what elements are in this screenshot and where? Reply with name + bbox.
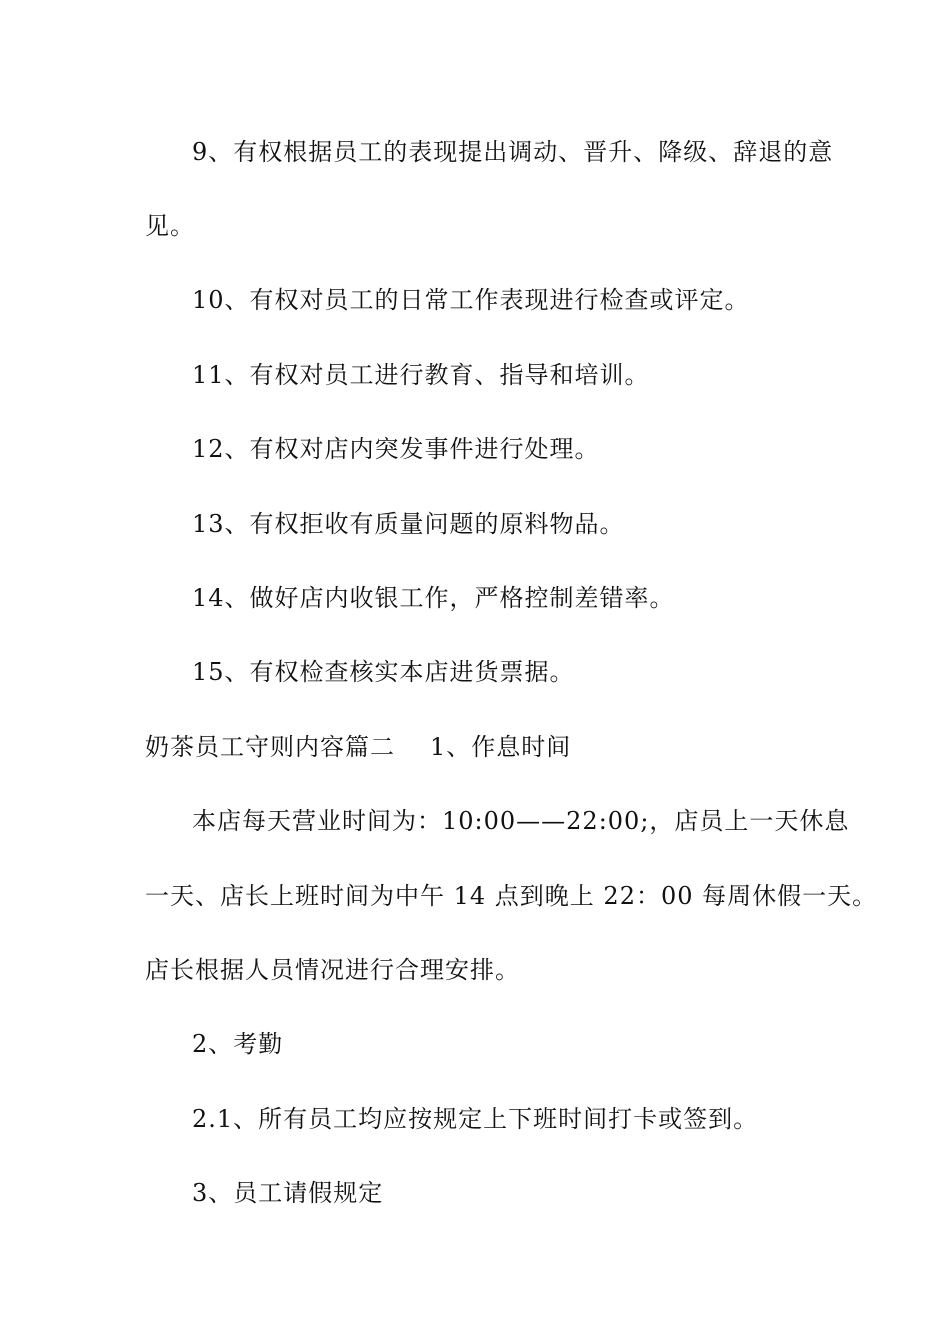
section-heading-1: 1、作息时间: [430, 733, 572, 761]
paragraph-item-10: 10、有权对员工的日常工作表现进行检查或评定。: [192, 286, 750, 314]
paragraph-item-13: 13、有权拒收有质量问题的原料物品。: [192, 510, 625, 538]
section-heading-3: 3、员工请假规定: [192, 1179, 384, 1207]
paragraph-hours-line2: 一天、店长上班时间为中午 14 点到晚上 22：00 每周休假一天。: [145, 882, 878, 910]
section-heading-2: 2、考勤: [192, 1030, 284, 1058]
paragraph-item-9-line1: 9、有权根据员工的表现提出调动、晋升、降级、辞退的意: [192, 138, 834, 166]
paragraph-hours-line1: 本店每天营业时间为：10:00——22:00;，店员上一天休息: [192, 807, 850, 835]
paragraph-item-12: 12、有权对店内突发事件进行处理。: [192, 435, 600, 463]
section-title: 奶茶员工守则内容篇二: [145, 733, 395, 761]
paragraph-item-15: 15、有权检查核实本店进货票据。: [192, 658, 575, 686]
paragraph-attendance: 2.1、所有员工均应按规定上下班时间打卡或签到。: [192, 1105, 759, 1133]
paragraph-item-11: 11、有权对员工进行教育、指导和培训。: [192, 361, 650, 389]
paragraph-hours-line3: 店长根据人员情况进行合理安排。: [145, 956, 520, 984]
paragraph-item-14: 14、做好店内收银工作，严格控制差错率。: [192, 584, 675, 612]
paragraph-item-9-line2: 见。: [145, 212, 195, 240]
